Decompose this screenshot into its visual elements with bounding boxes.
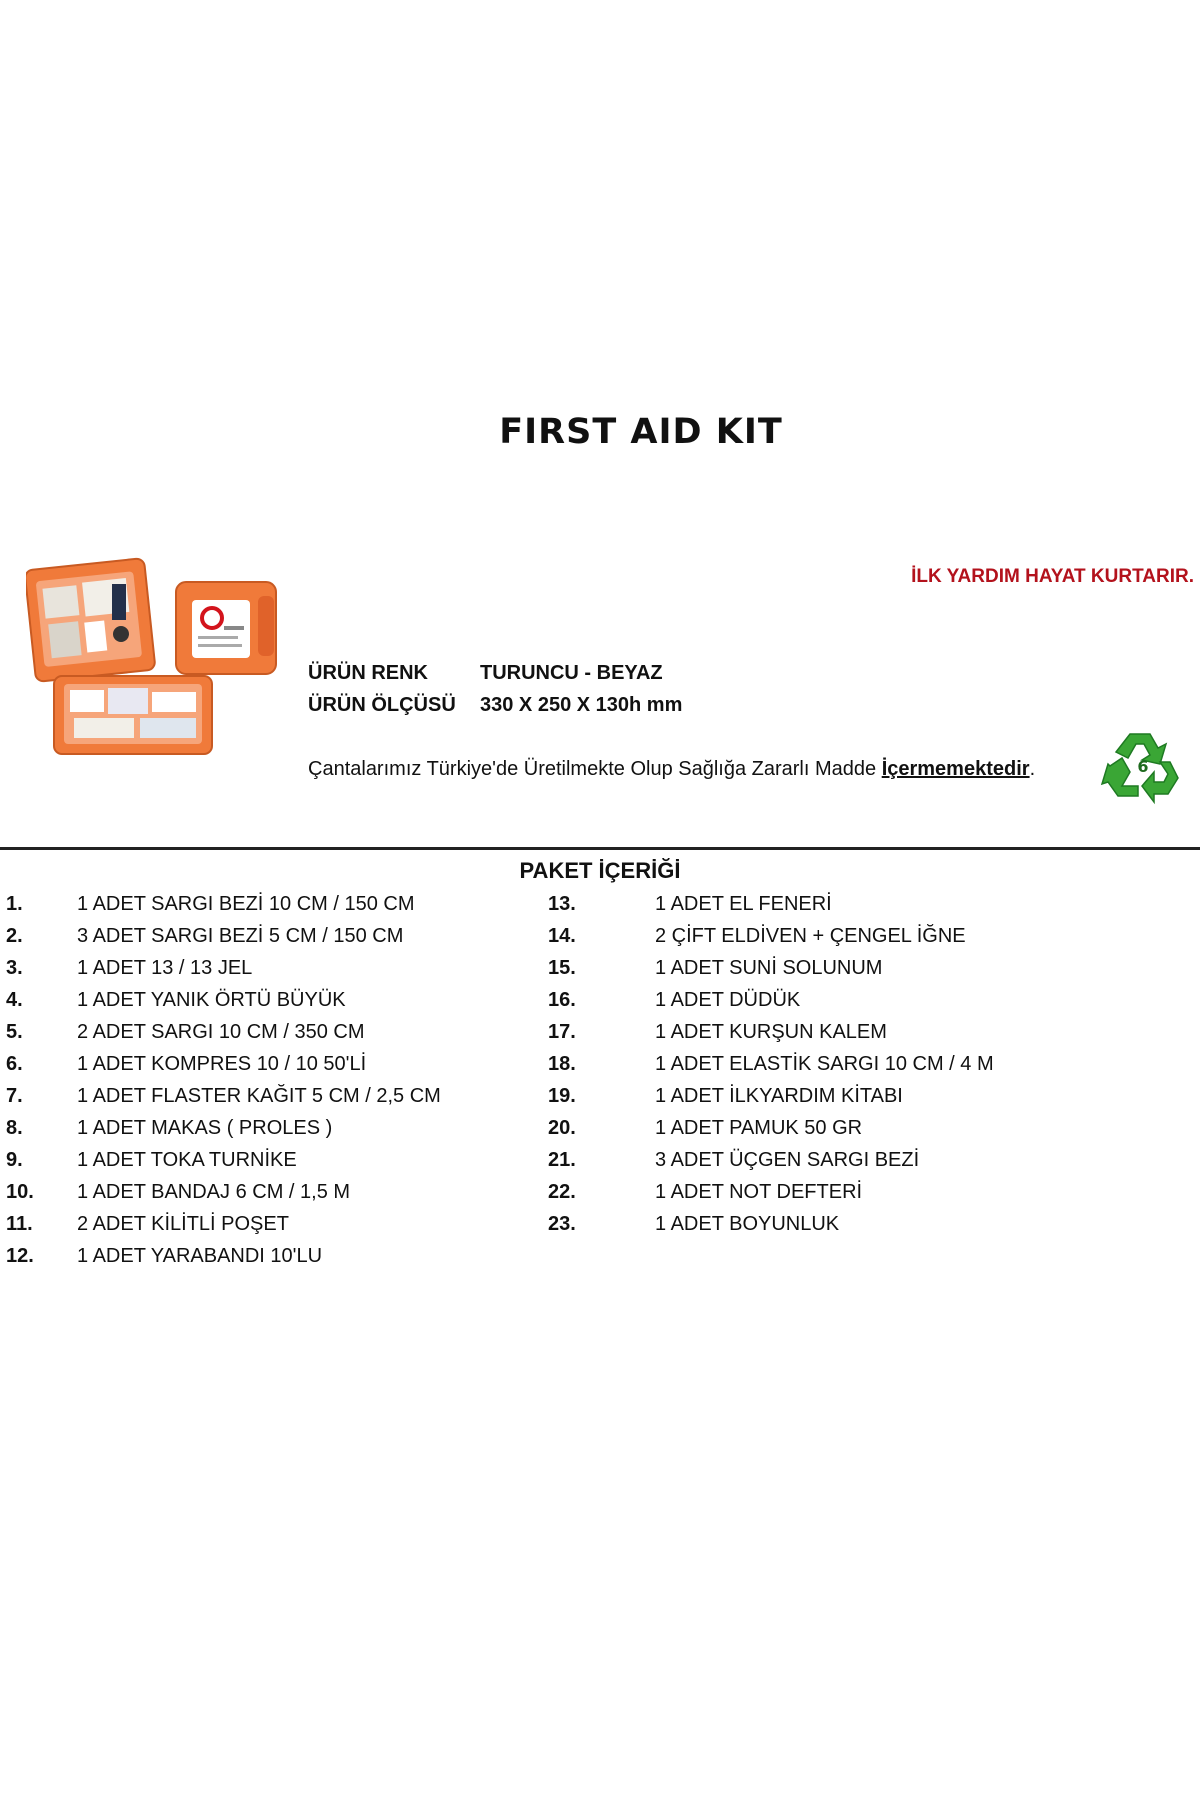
first-aid-kit-image xyxy=(26,556,288,768)
package-item-number: 13. xyxy=(548,893,576,915)
package-item-text: 1 ADET PAMUK 50 GR xyxy=(655,1117,863,1139)
package-item-text: 2 ADET SARGI 10 CM / 350 CM xyxy=(77,1021,365,1043)
package-item-text: 1 ADET SUNİ SOLUNUM xyxy=(655,957,883,979)
package-item-number: 6. xyxy=(6,1053,23,1075)
safety-note-text: Çantalarımız Türkiye'de Üretilmekte Olup Sağlığa Zararlı Madde xyxy=(308,758,882,780)
package-item-number: 5. xyxy=(6,1021,23,1043)
package-item-text: 1 ADET TOKA TURNİKE xyxy=(77,1149,297,1171)
product-size-label: ÜRÜN ÖLÇÜSÜ xyxy=(308,694,456,716)
package-item-number: 11. xyxy=(6,1213,33,1235)
package-item-number: 15. xyxy=(548,957,576,979)
package-item xyxy=(548,984,1108,1016)
package-item xyxy=(6,1144,536,1176)
package-item xyxy=(548,1016,1108,1048)
slogan: İLK YARDIM HAYAT KURTARIR. xyxy=(911,566,1194,587)
package-item-text: 3 ADET ÜÇGEN SARGI BEZİ xyxy=(655,1149,920,1171)
package-item-number: 17. xyxy=(548,1021,576,1043)
package-item-number: 2. xyxy=(6,925,23,947)
recycle-number: 6 xyxy=(1137,757,1149,776)
package-item-number: 1. xyxy=(6,893,23,915)
package-item xyxy=(6,920,536,952)
package-title: PAKET İÇERİĞİ xyxy=(519,858,681,883)
package-item xyxy=(548,1080,1108,1112)
package-item-text: 1 ADET DÜDÜK xyxy=(655,989,801,1011)
package-item-number: 18. xyxy=(548,1053,576,1075)
package-item-number: 16. xyxy=(548,989,576,1011)
product-size-value: 330 X 250 X 130h mm xyxy=(480,694,683,716)
package-item xyxy=(6,1016,536,1048)
package-item xyxy=(548,888,1108,920)
package-item xyxy=(6,1080,536,1112)
package-item-text: 1 ADET 13 / 13 JEL xyxy=(77,957,253,979)
package-item xyxy=(6,952,536,984)
package-item-number: 20. xyxy=(548,1117,576,1139)
package-item-number: 9. xyxy=(6,1149,23,1171)
product-color-value: TURUNCU - BEYAZ xyxy=(480,662,663,684)
package-item xyxy=(6,984,536,1016)
package-item xyxy=(6,888,536,920)
package-item-number: 4. xyxy=(6,989,23,1011)
package-item-number: 23. xyxy=(548,1213,576,1235)
package-item-text: 1 ADET FLASTER KAĞIT 5 CM / 2,5 CM xyxy=(77,1085,441,1107)
page-title: FIRST AID KIT xyxy=(499,412,783,452)
safety-note-highlight: İçermemektedir xyxy=(881,758,1030,780)
package-item xyxy=(548,1112,1108,1144)
package-item xyxy=(548,952,1108,984)
package-item-number: 3. xyxy=(6,957,23,979)
package-item-text: 1 ADET KOMPRES 10 / 10 50'Lİ xyxy=(77,1053,367,1075)
package-item-text: 2 ÇİFT ELDİVEN + ÇENGEL İĞNE xyxy=(655,925,966,947)
package-item-text: 1 ADET BOYUNLUK xyxy=(655,1213,840,1235)
section-divider xyxy=(0,847,1200,850)
package-item xyxy=(548,1144,1108,1176)
package-item-number: 21. xyxy=(548,1149,576,1171)
package-item xyxy=(548,1048,1108,1080)
safety-note-end: . xyxy=(1029,758,1036,780)
package-item-number: 10. xyxy=(6,1181,34,1203)
package-item-text: 3 ADET SARGI BEZİ 5 CM / 150 CM xyxy=(77,925,404,947)
package-item xyxy=(548,1176,1108,1208)
product-color-label: ÜRÜN RENK xyxy=(308,662,428,684)
package-item-text: 1 ADET YARABANDI 10'LU xyxy=(77,1245,323,1267)
package-item xyxy=(548,1208,1108,1240)
package-item xyxy=(6,1240,536,1272)
package-item-text: 1 ADET EL FENERİ xyxy=(655,893,832,915)
recycle-icon xyxy=(1100,722,1186,808)
package-item-text: 1 ADET KURŞUN KALEM xyxy=(655,1021,887,1043)
package-item-text: 1 ADET ELASTİK SARGI 10 CM / 4 M xyxy=(655,1053,994,1075)
package-item xyxy=(6,1112,536,1144)
red-crescent-icon xyxy=(1054,435,1128,509)
safety-note xyxy=(308,758,1035,781)
package-item-text: 1 ADET YANIK ÖRTÜ BÜYÜK xyxy=(77,989,346,1011)
package-item xyxy=(6,1208,536,1240)
product-size-row xyxy=(308,694,682,717)
package-item-number: 12. xyxy=(6,1245,34,1267)
package-item xyxy=(548,920,1108,952)
package-item-text: 1 ADET SARGI BEZİ 10 CM / 150 CM xyxy=(77,893,415,915)
package-item-text: 1 ADET NOT DEFTERİ xyxy=(655,1181,863,1203)
package-item-number: 19. xyxy=(548,1085,576,1107)
product-color-row xyxy=(308,662,663,685)
package-item-number: 7. xyxy=(6,1085,23,1107)
package-item-text: 1 ADET İLKYARDIM KİTABI xyxy=(655,1085,903,1107)
package-item-text: 1 ADET BANDAJ 6 CM / 1,5 M xyxy=(77,1181,351,1203)
package-item xyxy=(6,1176,536,1208)
package-item-text: 2 ADET KİLİTLİ POŞET xyxy=(77,1213,289,1235)
package-item-text: 1 ADET MAKAS ( PROLES ) xyxy=(77,1117,333,1139)
package-item xyxy=(6,1048,536,1080)
package-list-right xyxy=(548,888,1108,1240)
package-item-number: 22. xyxy=(548,1181,576,1203)
package-item-number: 14. xyxy=(548,925,576,947)
package-list-left xyxy=(6,888,536,1272)
package-item-number: 8. xyxy=(6,1117,23,1139)
